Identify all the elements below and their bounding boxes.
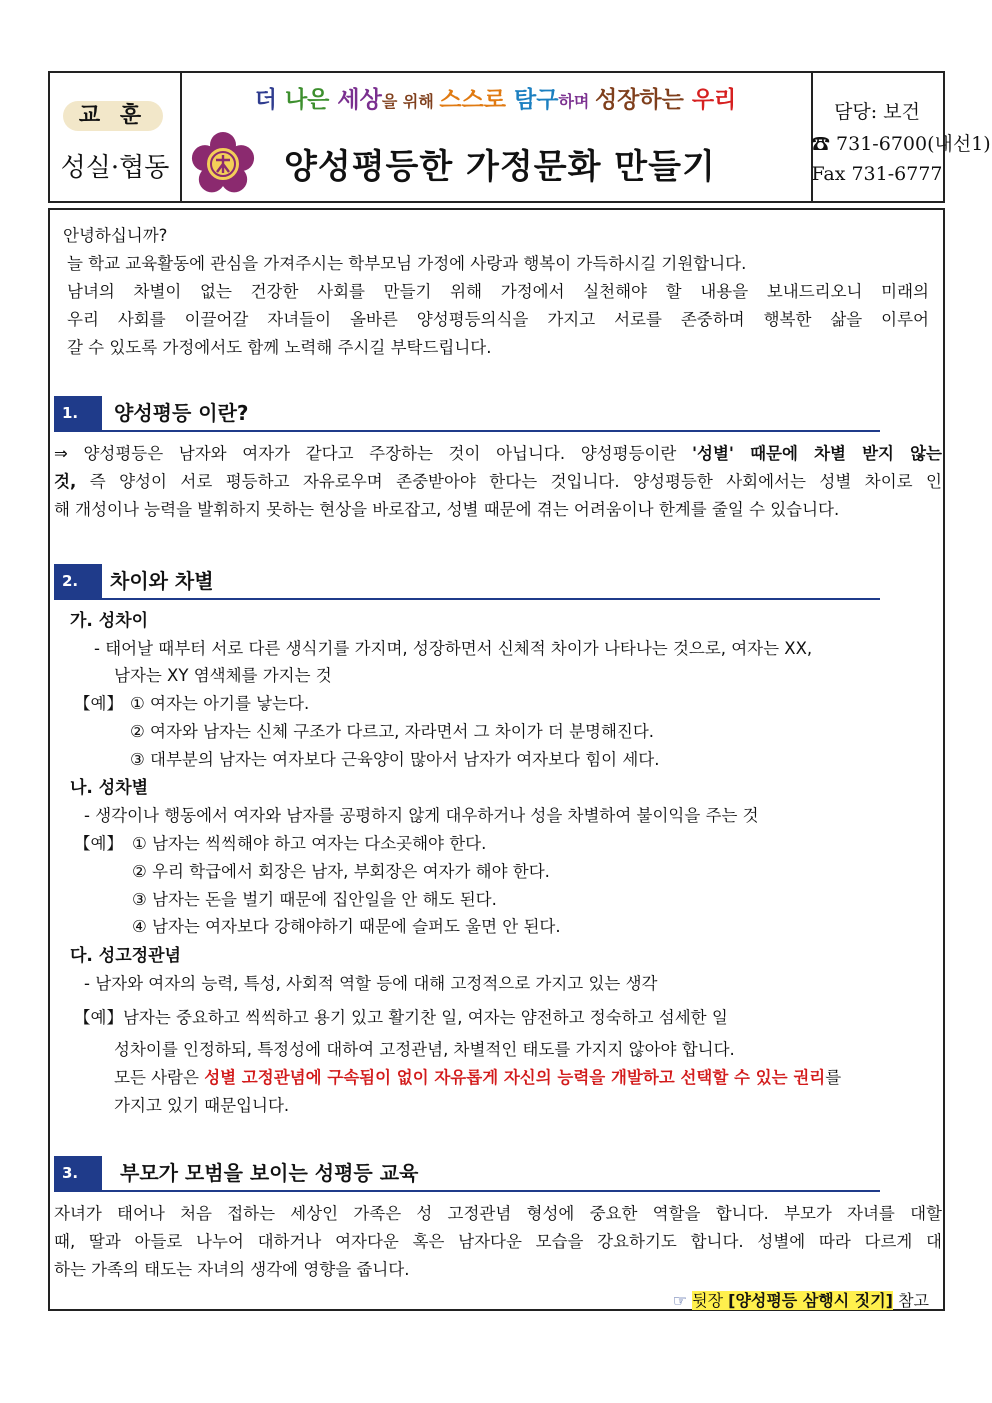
slogan-word: 세상 [337, 87, 382, 113]
example-item: ② 우리 학급에서 회장은 남자, 부회장은 여자가 해야 한다. [132, 862, 550, 881]
contact-panel [811, 73, 991, 201]
section-1-line [54, 440, 942, 468]
section-3-line: 자녀가 태어나 처음 접하는 세상인 가족은 성 고정관념 형성에 중요한 역할을 합니다. 부모가 자녀를 대할 [54, 1204, 942, 1223]
contact-fax: Fax 731-6777 [811, 163, 943, 185]
section-3-line: 하는 가족의 태도는 자녀의 생각에 영향을 줍니다. [54, 1260, 410, 1279]
stereotype-note [114, 1064, 841, 1092]
section-2-heading [54, 564, 880, 598]
subheading-discrimination: 나. 성차별 [70, 778, 149, 798]
slogan-word: 더 [254, 87, 285, 113]
section-3-heading [54, 1156, 880, 1190]
back-page-reference [673, 1290, 929, 1312]
intro-para-line: 우리 사회를 이끌어갈 자녀들이 올바른 양성평등의식을 가지고 서로를 존중하며 행복한 삶을 이루어 [67, 310, 929, 329]
emphasis-run: 성별 고정관념에 구속됨이 없이 자유롭게 자신의 능력을 개발하고 선택할 수 있는 권리 [204, 1068, 826, 1087]
intro-para-line: 남녀의 차별이 없는 건강한 사회를 만들기 위해 가정에서 실천해야 할 내용을 보내드리오니 미래의 [67, 282, 929, 301]
example-item: ③ 대부분의 남자는 여자보다 근육양이 많아서 남자가 여자보다 힘이 세다. [130, 750, 660, 769]
school-emblem-icon [190, 131, 256, 197]
reference-title: [양성평등 삼행시 짓기] [728, 1291, 893, 1310]
section-1-line: 해 개성이나 능력을 발휘하지 못하는 현상을 바로잡고, 성별 때문에 겪는 어려움이나 한계를 줄일 수 있습니다. [54, 500, 840, 519]
example-label: 【예】 [74, 694, 123, 713]
school-slogan [180, 81, 811, 114]
example-item: ① 여자는 아기를 낳는다. [130, 694, 310, 713]
section-underline [54, 430, 880, 432]
reference-text: 뒷장 [692, 1291, 729, 1310]
header-box [48, 71, 991, 203]
contact-phone: ☎ 731-6700(내선1) [811, 133, 991, 155]
difference-desc: - 태어날 때부터 서로 다른 생식기를 가지며, 성장하면서 신체적 차이가 나타나는 것으로, 여자는 XX, [94, 639, 813, 658]
text-run: 모든 사람은 [114, 1068, 205, 1087]
section-underline [54, 1190, 880, 1192]
intro-line: 늘 학교 교육활동에 관심을 가져주시는 학부모님 가정에 사랑과 행복이 가득하시길 기원합니다. [67, 254, 747, 273]
section-title: 양성평등 이란? [114, 401, 249, 425]
intro-para-line: 갈 수 있도록 가정에서도 함께 노력해 주시길 부탁드립니다. [67, 338, 492, 357]
section-title: 차이와 차별 [110, 569, 214, 593]
subheading-stereotype: 다. 성고정관념 [70, 946, 181, 966]
motto-label: 교 훈 [63, 101, 163, 131]
content-box [48, 208, 945, 1311]
section-3-body [54, 1200, 942, 1284]
intro-paragraph [67, 278, 929, 362]
stereotype-desc: - 남자와 여자의 능력, 특성, 사회적 역할 등에 대해 고정적으로 가지고 있는 생각 [84, 974, 658, 993]
slogan-word: 하며 [558, 92, 595, 111]
section-title: 부모가 모범을 보이는 성평등 교육 [120, 1161, 419, 1185]
difference-desc: 남자는 XY 염색체를 가지는 것 [114, 666, 332, 685]
section-1-line [54, 468, 942, 496]
slogan-word: 탐구 [514, 87, 559, 113]
section-number: 3. [54, 1156, 102, 1190]
motto-text: 성실·협동 [60, 153, 170, 183]
bold-run: 것, [54, 472, 77, 491]
slogan-word: 을 위해 [381, 92, 440, 111]
slogan-word: 성장하는 [594, 87, 692, 113]
section-underline [54, 598, 880, 600]
example-label: 【예】 [74, 834, 123, 853]
example-item: ① 남자는 씩씩해야 하고 여자는 다소곳해야 한다. [132, 834, 487, 853]
title-panel [180, 73, 813, 201]
subheading-difference: 가. 성차이 [70, 611, 149, 631]
section-1-body [54, 440, 942, 524]
bold-run: '성별' 때문에 차별 받지 않는 [692, 444, 942, 463]
contact-person: 담당: 보건 [834, 101, 920, 123]
page-title: 양성평등한 가정문화 만들기 [284, 147, 716, 187]
slogan-word: 스스로 [439, 87, 515, 113]
stereotype-example: 【예】남자는 중요하고 씩씩하고 용기 있고 활기찬 일, 여자는 얌전하고 정숙하고 섬세한 일 [74, 1008, 728, 1027]
motto-panel [50, 73, 182, 201]
pointing-hand-icon: ☞ [672, 1291, 688, 1310]
stereotype-note: 가지고 있기 때문입니다. [114, 1096, 290, 1115]
section-3-line: 때, 딸과 아들로 나누어 대하거나 여자다운 혹은 남자다운 모습을 강요하기도 합니다. 성별에 따라 다르게 대 [54, 1232, 942, 1251]
slogan-word: 우리 [691, 87, 737, 113]
example-item: ③ 남자는 돈을 벌기 때문에 집안일을 안 해도 된다. [132, 890, 497, 909]
text-run: 를 [825, 1068, 842, 1087]
text-run: ⇒ 양성평등은 남자와 여자가 같다고 주장하는 것이 아닙니다. 양성평등이란 [54, 444, 692, 463]
discrimination-desc: - 생각이나 행동에서 여자와 남자를 공평하지 않게 대우하거나 성을 차별하여 불이익을 주는 것 [84, 806, 759, 825]
reference-text: 참고 [893, 1291, 929, 1310]
text-run: 즉 양성이 서로 평등하고 자유로우며 존중받아야 한다는 것입니다. 양성평등한 사회에서는 성별 차이로 인 [76, 472, 942, 491]
section-1-heading [54, 396, 880, 430]
slogan-word: 나은 [284, 87, 338, 113]
example-item: ④ 남자는 여자보다 강해야하기 때문에 슬퍼도 울면 안 된다. [132, 917, 561, 936]
section-number: 2. [54, 564, 102, 598]
stereotype-note: 성차이를 인정하되, 특정성에 대하여 고정관념, 차별적인 태도를 가지지 않아야 합니다. [114, 1040, 735, 1059]
section-number: 1. [54, 396, 102, 430]
example-item: ② 여자와 남자는 신체 구조가 다르고, 자라면서 그 차이가 더 분명해진다. [130, 722, 655, 741]
greeting: 안녕하십니까? [63, 226, 168, 245]
